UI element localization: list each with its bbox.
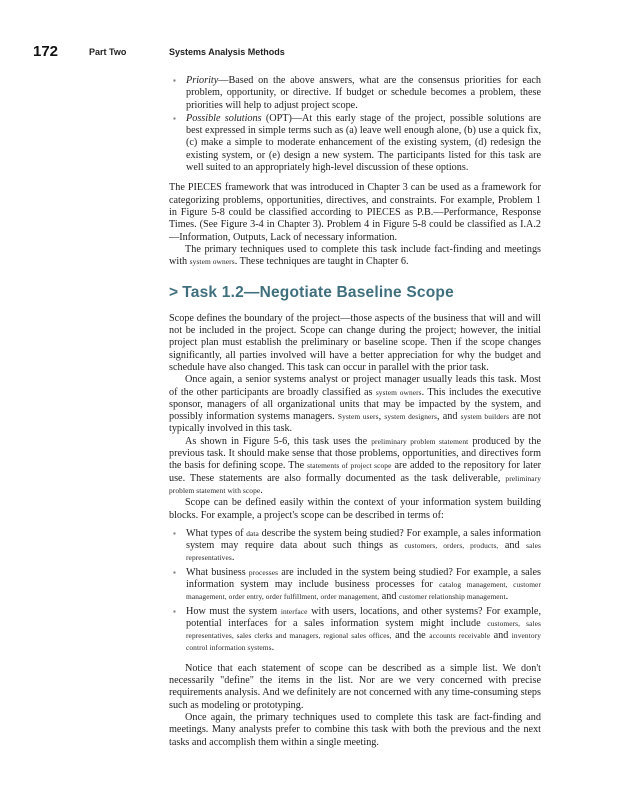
bullet-term: Possible solutions	[186, 112, 262, 124]
section-heading	[169, 284, 541, 302]
part-title: Part Two	[89, 47, 127, 57]
bullet-icon: ▪	[173, 567, 176, 577]
page-number: 172	[33, 43, 59, 60]
bullet-icon: ▪	[173, 113, 176, 123]
list-item	[169, 75, 541, 112]
running-title: Systems Analysis Methods	[169, 47, 285, 57]
paragraph-primary-techniques-2: Once again, the primary techniques used to complete this task are fact-finding and meetings. Many analysts prefer to combine this task with both the previous and the next tasks and accomplish them within a single meeting.	[169, 711, 541, 748]
paragraph-pieces: The PIECES framework that was introduced in Chapter 3 can be used as a framework for categorizing problems, opportunities, directives, and constraints. For example, Problem 1 in Figure 5-8 could be classified according to PIECES as P.B.—Performance, Response Times. (See Figure 3-4 in Chapter 3). Problem 4 in Figure 5-8 could be classified as I.A.2—Information, Outputs, Lack of necessary information.	[169, 182, 541, 243]
list-item	[169, 113, 541, 174]
paragraph-figure-reference: As shown in Figure 5-6, this task uses the preliminary problem statement produced by the previous task. It should make sense that those problems, opportunities, and directives form the basis for defining scope. The statements of project scope are added to the repository for later use. These statements are also formally documented as the task deliverable, preliminary problem statement with scope.	[169, 435, 541, 496]
paragraph-primary-techniques: The primary techniques used to complete this task include fact-finding and meetings with system owners. These techniques are taught in Chapter 6.	[169, 243, 541, 268]
bullet-text: —Based on the above answers, what are the consensus priorities for each problem, opportunity, or directive. If budget or schedule becomes a problem, these priorities will help to adjust project scope.	[186, 75, 541, 111]
bullet-icon: ▪	[173, 606, 176, 616]
paragraph-participants: Once again, a senior systems analyst or project manager usually leads this task. Most of the other participants are broadly classified as system owners. This includes the executive sponsor, managers of all organizational units that may be impacted by the system, and possibly information systems managers. System users, system designers, and system builders are not typically involved in this task.	[169, 374, 542, 435]
bullet-icon: ▪	[173, 76, 176, 85]
bullet-icon: ▪	[173, 528, 176, 538]
top-bullet-list	[169, 75, 541, 174]
list-item: ▪ How must the system interface with users, locations, and other systems? For example, potential interfaces for a sales information system might include customers, sales representatives, sales clerks and managers, regional sales offices, and the accounts receivable and inventory control information systems.	[173, 605, 541, 654]
list-item: ▪ What business processes are included in the system being studied? For example, a sales information system may include business processes for catalog management, customer management, order entry, order fulfillment, order management, and customer relationship management.	[173, 566, 542, 603]
bullet-term: Priority	[186, 75, 219, 86]
scope-bullet-list	[169, 528, 541, 655]
section-heading-title: Task 1.2—Negotiate Baseline Scope	[182, 284, 454, 302]
bullet-text: (OPT)—At this early stage of the project, possible solutions are best expressed in simple terms such as (a) leave well enough alone, (b) use a quick fix, (c) make a simple to moderate enhancement of the existing system, (d) redesign the existing system, or (e) design a new system. The participants listed for this task are well suited to an appropriately high-level discussion of these options.	[186, 112, 541, 174]
list-item: ▪ What types of data describe the system being studied? For example, a sales information system may require data about such things as customers, orders, products, and sales representatives.	[173, 527, 541, 564]
paragraph-building-blocks: Scope can be defined easily within the context of your information system building blocks. For example, a project's scope can be described in terms of:	[169, 497, 541, 521]
paragraph-scope-definition: Scope defines the boundary of the project—those aspects of the business that will and will not be included in the project. Scope can change during the project; however, the initial project plan must establish the preliminary or baseline scope. Then if the scope changes significantly, all parties involved will have a better appreciation for why the budget and schedule have also changed. This task can occur in parallel with the prior task.	[169, 312, 541, 373]
paragraph-notice: Notice that each statement of scope can be described as a simple list. We don't necessarily "define" the items in the list. Nor are we very concerned with precise requirements analysis. And we definitely are not concerned with any time-consuming steps such as modeling or prototyping.	[169, 662, 541, 711]
heading-arrow-icon: >	[169, 284, 179, 302]
main-text	[169, 75, 541, 749]
